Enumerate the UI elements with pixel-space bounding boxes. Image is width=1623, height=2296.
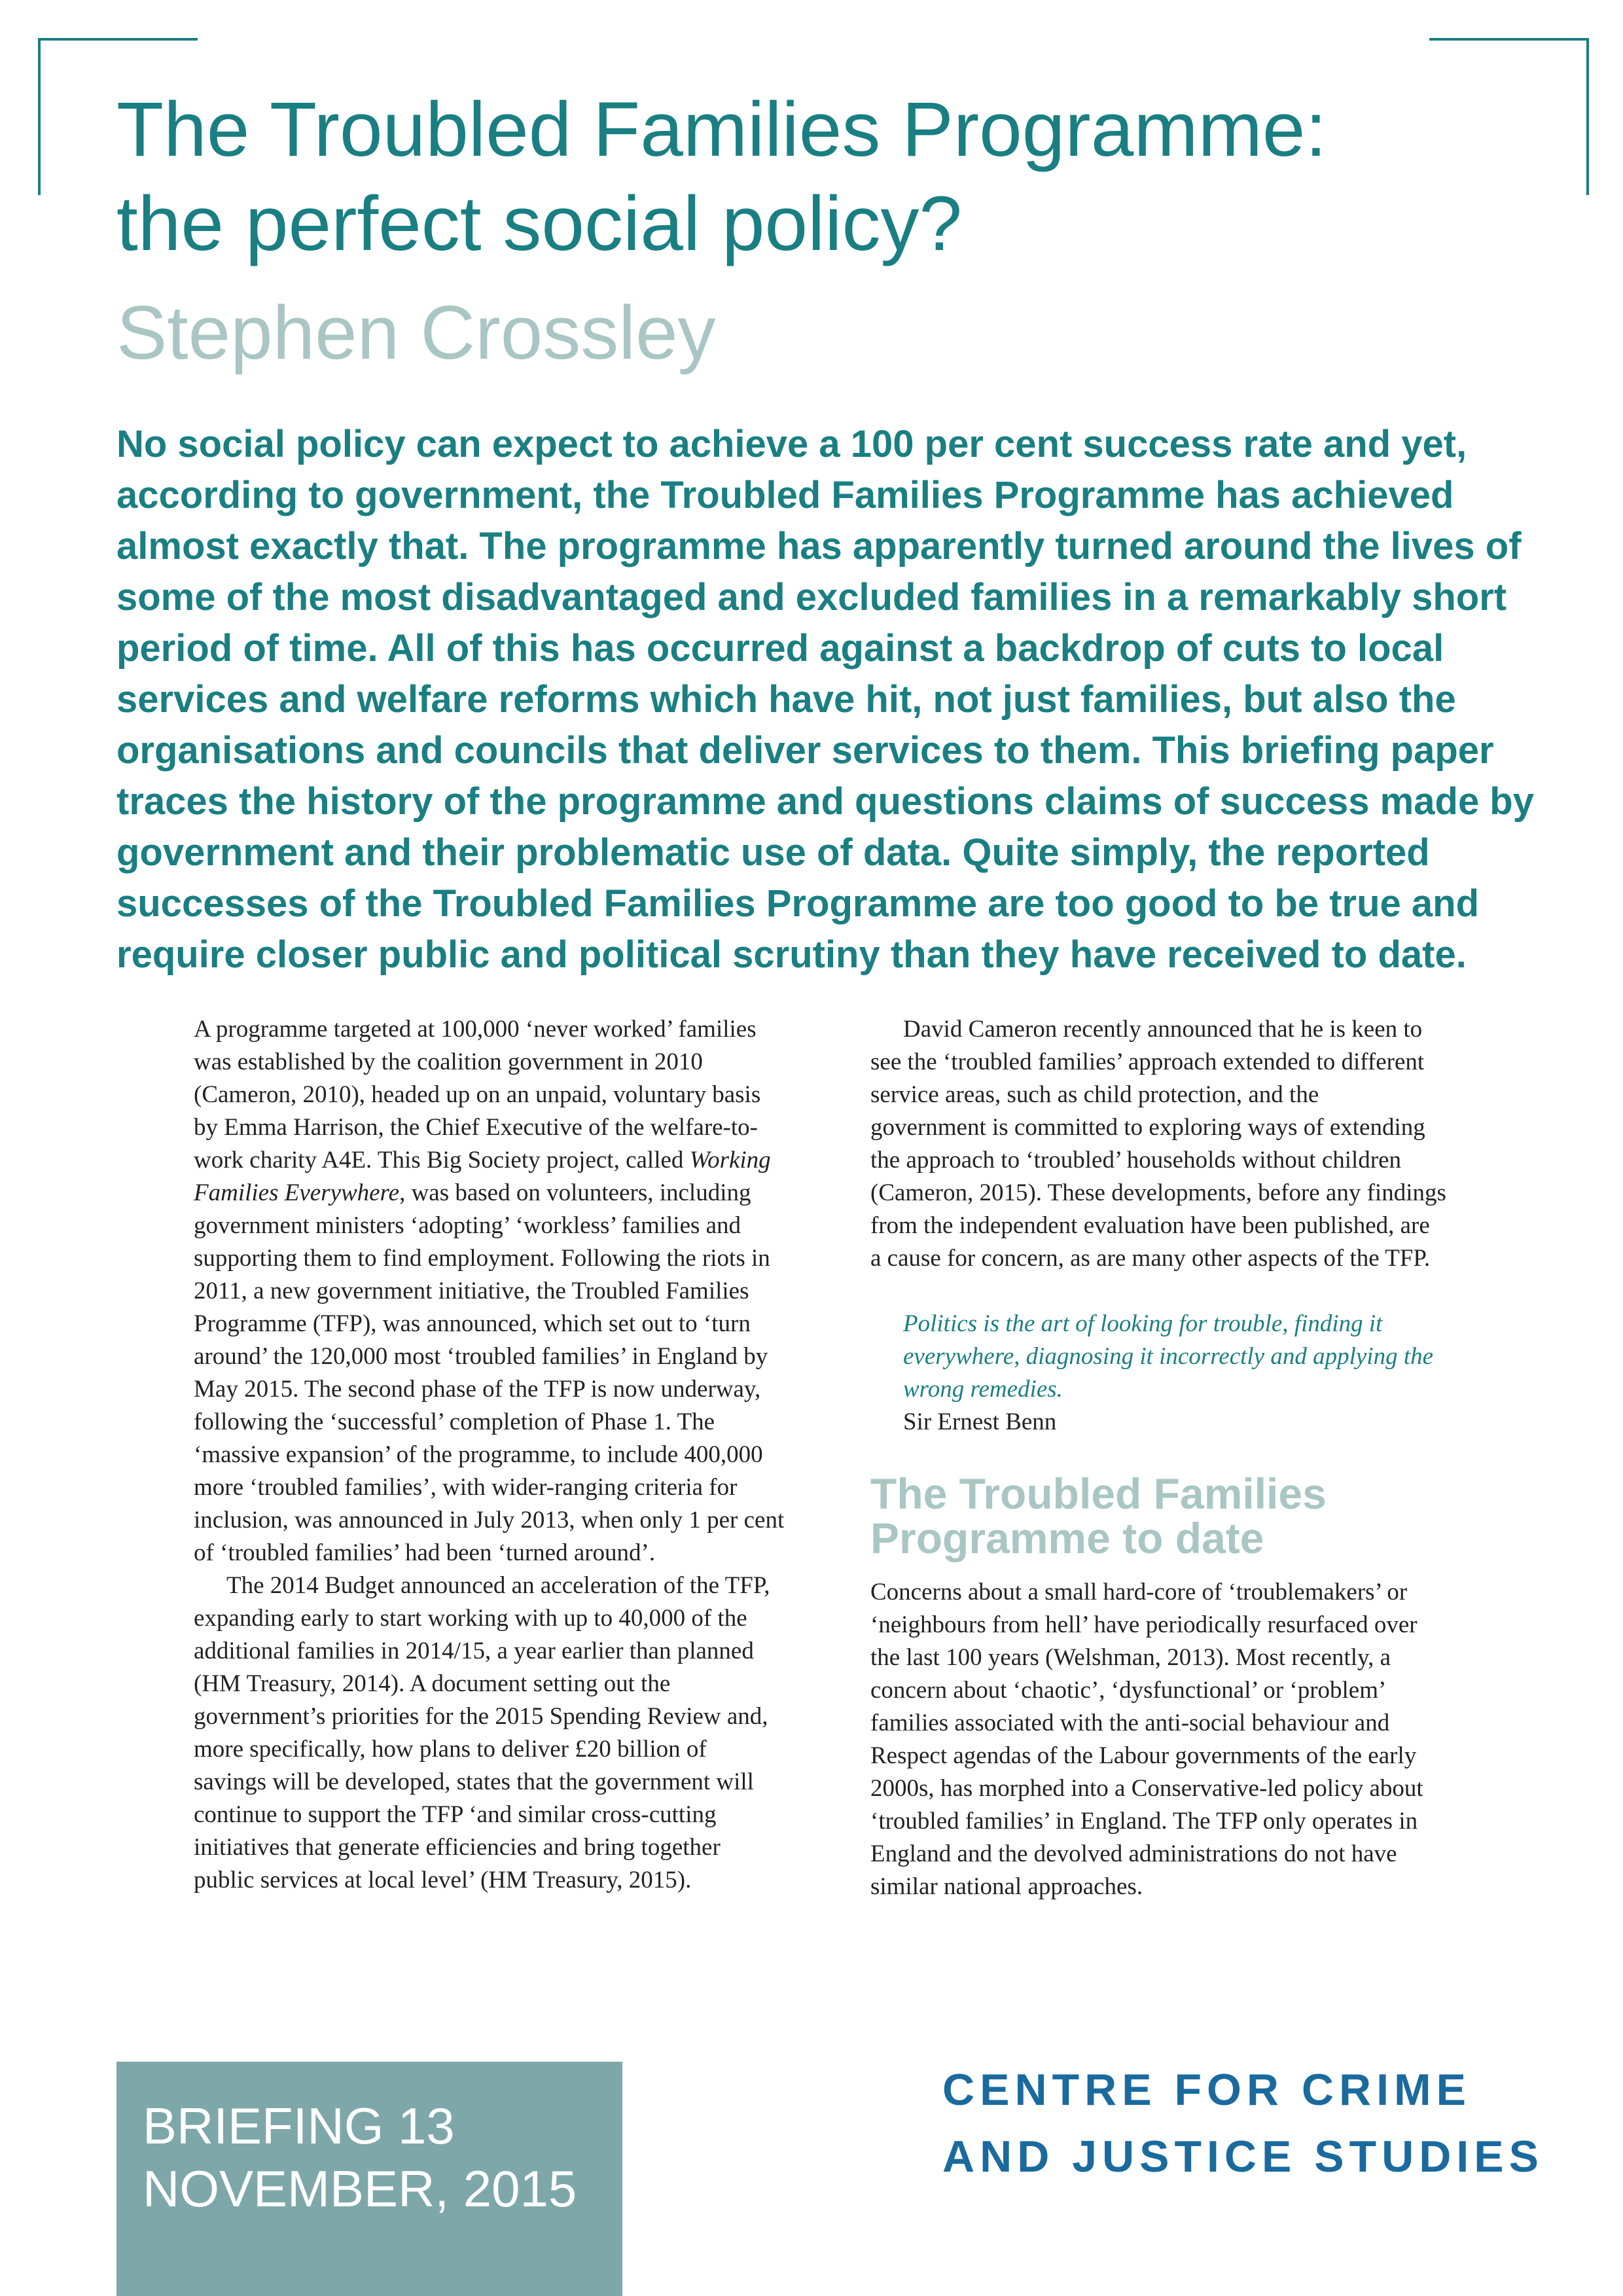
section-heading-line: The Troubled Families	[870, 1469, 1327, 1518]
lead-line: traces the history of the programme and questions claims of success made by	[116, 780, 1534, 823]
body-line: the last 100 years (Welshman, 2013). Most recently, a	[870, 1644, 1391, 1671]
body-line: Concerns about a small hard-core of ‘troublemakers’ or	[870, 1579, 1408, 1605]
body-line: Programme (TFP), was announced, which set out to ‘turn	[194, 1310, 751, 1337]
body-line: government ministers ‘adopting’ ‘workless’ families and	[194, 1212, 741, 1239]
body-line: more ‘troubled families’, with wider-ranging criteria for	[194, 1474, 738, 1501]
briefing-number: BRIEFING 13	[143, 2097, 455, 2155]
body-line: The 2014 Budget announced an acceleration of the TFP,	[226, 1572, 770, 1599]
body-column-left	[194, 1013, 914, 1897]
body-line: ‘massive expansion’ of the programme, to include 400,000	[194, 1441, 763, 1468]
briefing-date: NOVEMBER, 2015	[143, 2160, 577, 2217]
lead-paragraph	[116, 419, 1556, 980]
body-line: following the ‘successful’ completion of Phase 1. The	[194, 1408, 715, 1435]
body-line: David Cameron recently announced that he is keen to	[903, 1016, 1423, 1043]
quote-line: Politics is the art of looking for trouble, finding it	[903, 1310, 1383, 1337]
lead-line: almost exactly that. The programme has apparently turned around the lives of	[116, 525, 1522, 567]
body-line: 2011, a new government initiative, the Troubled Families	[194, 1278, 749, 1304]
body-line: supporting them to find employment. Following the riots in	[194, 1245, 770, 1272]
body-line: England and the devolved administrations do not have	[870, 1840, 1397, 1867]
body-line: (Cameron, 2015). These developments, before any findings	[870, 1179, 1446, 1206]
body-line: continue to support the TFP ‘and similar cross-cutting	[194, 1801, 717, 1828]
body-line: of ‘troubled families’ had been ‘turned around’.	[194, 1539, 656, 1566]
pull-quote	[870, 1308, 1590, 1406]
body-line: (Cameron, 2010), headed up on an unpaid, voluntary basis	[194, 1081, 761, 1108]
lead-line: organisations and councils that deliver services to them. This briefing paper	[116, 729, 1494, 772]
body-line: expanding early to start working with up to 40,000 of the	[194, 1605, 747, 1632]
organisation-logo	[942, 2056, 1544, 2190]
project-name: Working	[689, 1147, 771, 1174]
logo-line: AND JUSTICE STUDIES	[942, 2132, 1544, 2181]
body-line: May 2015. The second phase of the TFP is now underway,	[194, 1376, 761, 1403]
body-line: was established by the coalition government in 2010	[194, 1049, 703, 1075]
lead-line: require closer public and political scrutiny than they have received to date.	[116, 933, 1467, 976]
lead-line: successes of the Troubled Families Programme are too good to be true and	[116, 882, 1480, 925]
body-line: concern about ‘chaotic’, ‘dysfunctional’ or ‘problem’	[870, 1677, 1387, 1704]
body-text: , was based on volunteers, including	[399, 1179, 751, 1206]
body-line: inclusion, was announced in July 2013, when only 1 per cent	[194, 1507, 785, 1534]
quote-line: everywhere, diagnosing it incorrectly and applying the	[903, 1343, 1434, 1370]
briefing-badge	[116, 2062, 622, 2296]
body-line	[194, 1177, 914, 1210]
body-line: government is committed to exploring ways of extending	[870, 1114, 1425, 1141]
body-line	[194, 1144, 914, 1177]
body-line: a cause for concern, as are many other aspects of the TFP.	[870, 1245, 1431, 1272]
lead-line: No social policy can expect to achieve a 100 per cent success rate and yet,	[116, 423, 1467, 465]
quote-attribution: Sir Ernest Benn	[903, 1408, 1057, 1435]
section-heading	[870, 1471, 1590, 1560]
body-line: service areas, such as child protection, and the	[870, 1081, 1319, 1108]
body-line: families associated with the anti-social behaviour and	[870, 1710, 1390, 1736]
quote-line: wrong remedies.	[903, 1376, 1063, 1403]
page-title	[116, 82, 1543, 271]
lead-line: period of time. All of this has occurred against a backdrop of cuts to local	[116, 627, 1444, 670]
author-name: Stephen Crossley	[116, 290, 716, 375]
body-line: additional families in 2014/15, a year earlier than planned	[194, 1638, 754, 1664]
body-line: around’ the 120,000 most ‘troubled families’ in England by	[194, 1343, 768, 1370]
body-paragraph	[870, 1576, 1590, 1903]
lead-line: some of the most disadvantaged and excluded families in a remarkably short	[116, 576, 1507, 619]
lead-line: government and their problematic use of data. Quite simply, the reported	[116, 831, 1430, 874]
body-line: public services at local level’ (HM Treasury, 2015).	[194, 1867, 692, 1893]
body-line: by Emma Harrison, the Chief Executive of the welfare-to-	[194, 1114, 758, 1141]
body-paragraph	[870, 1013, 1590, 1275]
body-line: A programme targeted at 100,000 ‘never worked’ families	[194, 1016, 757, 1043]
body-column-right	[870, 1013, 1590, 1903]
body-line: ‘troubled families’ in England. The TFP only operates in	[870, 1808, 1418, 1835]
body-line: savings will be developed, states that the government will	[194, 1768, 754, 1795]
body-line: from the independent evaluation have been published, are	[870, 1212, 1430, 1239]
body-paragraph	[194, 1570, 914, 1897]
body-line: government’s priorities for the 2015 Spending Review and,	[194, 1703, 768, 1730]
body-line: ‘neighbours from hell’ have periodically resurfaced over	[870, 1611, 1418, 1638]
body-text: work charity A4E. This Big Society project, called	[194, 1147, 690, 1174]
body-line: Respect agendas of the Labour governments of the early	[870, 1742, 1417, 1769]
body-line: the approach to ‘troubled’ households without children	[870, 1147, 1402, 1174]
title-line: The Troubled Families Programme:	[116, 86, 1327, 173]
body-line: similar national approaches.	[870, 1873, 1143, 1900]
body-line: initiatives that generate efficiencies and bring together	[194, 1834, 721, 1861]
project-name: Families Everywhere	[194, 1179, 400, 1206]
body-line: 2000s, has morphed into a Conservative-led policy about	[870, 1775, 1423, 1802]
body-line: see the ‘troubled families’ approach extended to different	[870, 1049, 1425, 1075]
body-line: (HM Treasury, 2014). A document setting out the	[194, 1670, 671, 1697]
title-line: the perfect social policy?	[116, 181, 963, 267]
lead-line: according to government, the Troubled Families Programme has achieved	[116, 474, 1454, 516]
body-paragraph	[194, 1013, 914, 1570]
lead-line: services and welfare reforms which have hit, not just families, but also the	[116, 678, 1456, 721]
body-line: more specifically, how plans to deliver £20 billion of	[194, 1736, 707, 1763]
logo-line: CENTRE FOR CRIME	[942, 2065, 1471, 2115]
section-heading-line: Programme to date	[870, 1514, 1264, 1562]
